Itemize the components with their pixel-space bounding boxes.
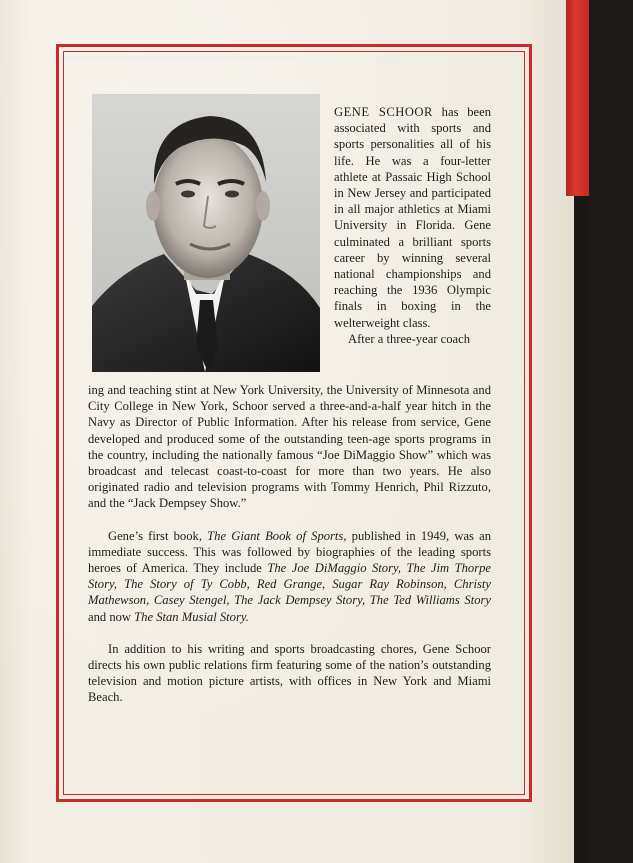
- bio-intro: [334, 104, 491, 347]
- bio-paragraph-pr: In addition to his writing and sports broadcasting chores, Gene Schoor directs his own public relations firm featuring some of the nation’s outstanding television and motion picture artists, with offices in New York and Miami Beach.: [88, 641, 491, 705]
- spine-dark-band: [574, 196, 589, 863]
- spine-red-band: [566, 0, 589, 198]
- book-title-giant: The Giant Book of Sports,: [207, 528, 347, 543]
- author-name: GENE SCHOOR: [334, 105, 433, 119]
- author-portrait-image: [92, 94, 320, 372]
- bio-paragraph-books: [88, 528, 491, 625]
- books-text-a: Gene’s first book,: [108, 528, 208, 543]
- books-text-b: published in 1949, was an immediate success. This was followed by biographies of the leading sports heroes of America. They include: [88, 528, 492, 576]
- bio-intro-text: has been associated with sports and sports personalities all of his life. He was a four-letter athlete at Passaic High School in New Jersey and participated in all major athletics at Miami University in Florida. Gene culminated a brilliant sports career by winning several national championships and reaching the 1936 Olympic finals in boxing in the welterweight class.: [334, 105, 491, 330]
- author-photo: [92, 94, 320, 372]
- bio-paragraph-career: ing and teaching stint at New York University, the University of Minnesota and City College in New York, Schoor served a three-and-a-half year hitch in the Navy as Director of Public Information. After his release from service, Gene developed and produced some of the outstanding teen-age sports programs in the country, including the nationally famous “Joe DiMaggio Show” which was broadcast and telecast coast-to-coast for more than two years. He also originated radio and television programs with Tommy Henrich, Phil Rizzuto, and the “Jack Dempsey Show.”: [88, 383, 491, 511]
- bio-body: [88, 382, 491, 722]
- bio-p2-start: After a three-year coach: [348, 331, 471, 346]
- book-title-musial: The Stan Musial Story.: [134, 609, 249, 624]
- books-text-c: and now: [88, 609, 135, 624]
- book-titles-list: The Joe DiMaggio Story, The Jim Thorpe Story, The Story of Ty Cobb, Red Grange, Sugar Ray Robinson, Christy Mathewson, Casey Stengel, The Jack Dempsey Story, The Ted Williams Story: [88, 561, 491, 608]
